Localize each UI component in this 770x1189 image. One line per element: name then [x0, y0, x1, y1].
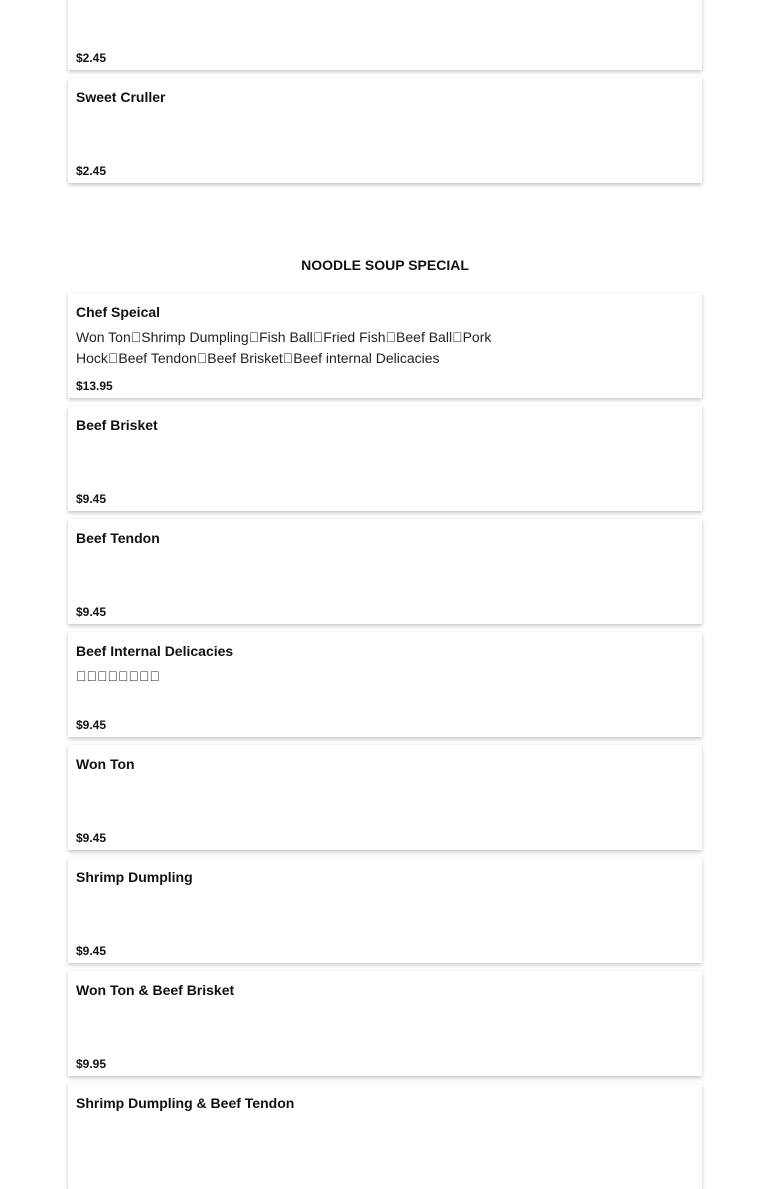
- menu-item-description:         : [76, 668, 160, 684]
- menu-item-price: $9.45: [76, 831, 107, 845]
- menu-item-price: $9.45: [76, 718, 107, 732]
- menu-item-price: $9.95: [76, 1057, 107, 1071]
- menu-item-name: Won Ton: [76, 756, 135, 772]
- menu-item-description: Won Ton Shrimp Dumpling Fish Ball Fried Fish Beef Ball Pork Hock Beef Tendon Beef Brisket Beef internal Delicacies: [76, 329, 492, 366]
- menu-item-name: Shrimp Dumpling & Beef Tendon: [76, 1095, 295, 1111]
- menu-item-name: Chef Speical: [76, 304, 161, 320]
- menu-item-name: Sweet Cruller: [76, 89, 166, 105]
- menu-item-price: $13.95: [76, 379, 113, 393]
- menu-item-name: Beef Internal Delicacies: [76, 643, 234, 659]
- menu-item-name: Beef Tendon: [76, 530, 160, 546]
- menu-item-card[interactable]: [68, 0, 702, 70]
- menu-item-card[interactable]: [68, 519, 702, 624]
- menu-item-price: $9.45: [76, 944, 107, 958]
- menu-item-card[interactable]: [68, 78, 702, 183]
- menu-item-price: $2.45: [76, 51, 107, 65]
- menu-item-name: Shrimp Dumpling: [76, 869, 193, 885]
- menu-item-card[interactable]: [68, 632, 702, 737]
- section-title: NOODLE SOUP SPECIAL: [301, 257, 469, 273]
- menu-item-name: Beef Brisket: [76, 417, 158, 433]
- menu-item-card[interactable]: [68, 858, 702, 963]
- menu-item-card[interactable]: [68, 745, 702, 850]
- menu-item-price: $9.45: [76, 492, 107, 506]
- menu-item-card[interactable]: [68, 1084, 702, 1189]
- menu-item-card[interactable]: [68, 293, 702, 398]
- menu-item-card[interactable]: [68, 406, 702, 511]
- menu-item-price: $9.45: [76, 605, 107, 619]
- menu-item-name: Won Ton & Beef Brisket: [76, 982, 235, 998]
- menu-item-price: $2.45: [76, 164, 107, 178]
- menu-item-card[interactable]: [68, 971, 702, 1076]
